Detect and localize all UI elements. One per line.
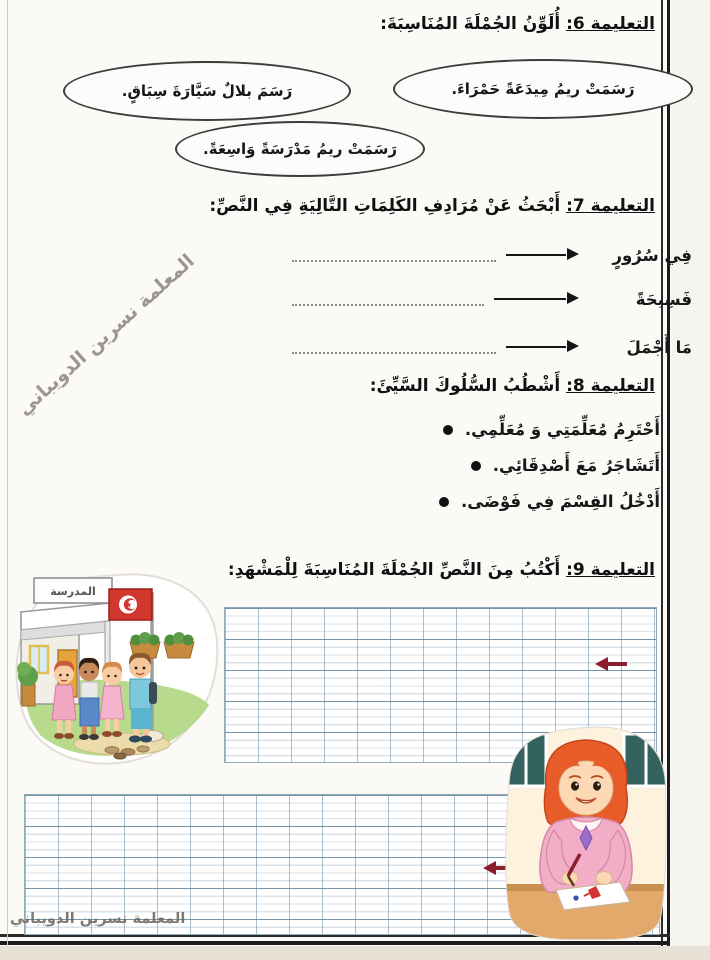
task8-label: التعليمة 8:: [566, 376, 655, 396]
behavior-list: [330, 420, 660, 528]
task9-title: أَكْتُبُ مِنَ النَّصِّ الجُمْلَةَ المُنَاسِبَةَ لِلْمَشْهَدِ:: [227, 560, 561, 580]
bullet-icon: [471, 461, 481, 471]
synonym-word: مَا أَجْمَلَ: [626, 337, 692, 357]
sentence-option-race-car[interactable]: [63, 61, 351, 121]
left-arrow-icon: [494, 298, 566, 301]
behavior-text: أَحْتَرِمُ مُعَلِّمَتِي وَ مُعَلِّمِي.: [464, 420, 660, 439]
sentence-option-text: رَسَمَ بلالٌ سَيَّارَةَ سِبَاقٍ.: [121, 82, 293, 100]
school-scene-illustration: [12, 572, 222, 767]
synonym-rows: [292, 240, 692, 362]
task7-title: أَبْحَثُ عَنْ مُرَادِفِ الكَلِمَاتِ التَّالِيَةِ فِي النَّصِّ:: [209, 196, 561, 216]
synonym-row-1: [292, 240, 692, 270]
synonym-row-2: [292, 284, 692, 314]
teacher-watermark-bottom: المعلمة نسرين الدويباني: [10, 911, 186, 927]
left-arrow-icon: [506, 346, 566, 349]
sentence-option-red-apron[interactable]: [393, 59, 693, 119]
behavior-item-enter-class-chaos[interactable]: [330, 492, 660, 511]
bullet-icon: [439, 497, 449, 507]
task6-heading: [380, 14, 655, 34]
task9-label: التعليمة 9:: [566, 560, 655, 580]
girl-drawing-illustration: [504, 726, 668, 940]
task6-title: أُلَوِّنُ الجُمْلَةَ المُنَاسِبَةَ:: [380, 14, 561, 34]
task9-heading: [228, 560, 655, 580]
task8-heading: [370, 376, 655, 396]
page-bottom-margin: [0, 946, 710, 960]
left-arrow-icon: [506, 254, 566, 257]
answer-dotted-line[interactable]: [292, 248, 496, 262]
bullet-icon: [443, 425, 453, 435]
sentence-option-text: رَسَمَتْ ريمُ مِيدَعَةً حَمْرَاءَ.: [451, 80, 635, 98]
answer-dotted-line[interactable]: [292, 292, 484, 306]
task6-label: التعليمة 6:: [566, 14, 655, 34]
behavior-item-fight-friends[interactable]: [330, 456, 660, 475]
behavior-text: أَدْخُلُ القِسْمَ فِي فَوْضَى.: [461, 492, 660, 511]
school-sign-text: المدرسة: [50, 585, 96, 598]
sentence-option-wide-school[interactable]: [175, 121, 425, 177]
task8-title: أَشْطُبُ السُّلُوكَ السَّيِّئَ:: [369, 376, 561, 396]
frame-bottom-outer-line: [0, 941, 670, 945]
teacher-watermark-diagonal: المعلمة نسرين الدويباني: [13, 249, 199, 420]
synonym-word: فَسِيحَةً: [635, 289, 692, 309]
task7-label: التعليمة 7:: [566, 196, 655, 216]
frame-left-line: [7, 0, 8, 946]
behavior-item-respect-teachers[interactable]: [330, 420, 660, 439]
behavior-text: أَتَشَاجَرُ مَعَ أَصْدِقَائِي.: [492, 456, 660, 475]
sentence-option-text: رَسَمَتْ ريمُ مَدْرَسَةً وَاسِعَةً.: [203, 140, 397, 158]
task7-heading: [209, 196, 655, 216]
synonym-row-3: [292, 332, 692, 362]
answer-dotted-line[interactable]: [292, 340, 496, 354]
synonym-word: فِي سُرُورٍ: [612, 245, 692, 265]
red-arrow-icon-scene1: [601, 662, 627, 666]
page-right-margin: [671, 0, 710, 946]
